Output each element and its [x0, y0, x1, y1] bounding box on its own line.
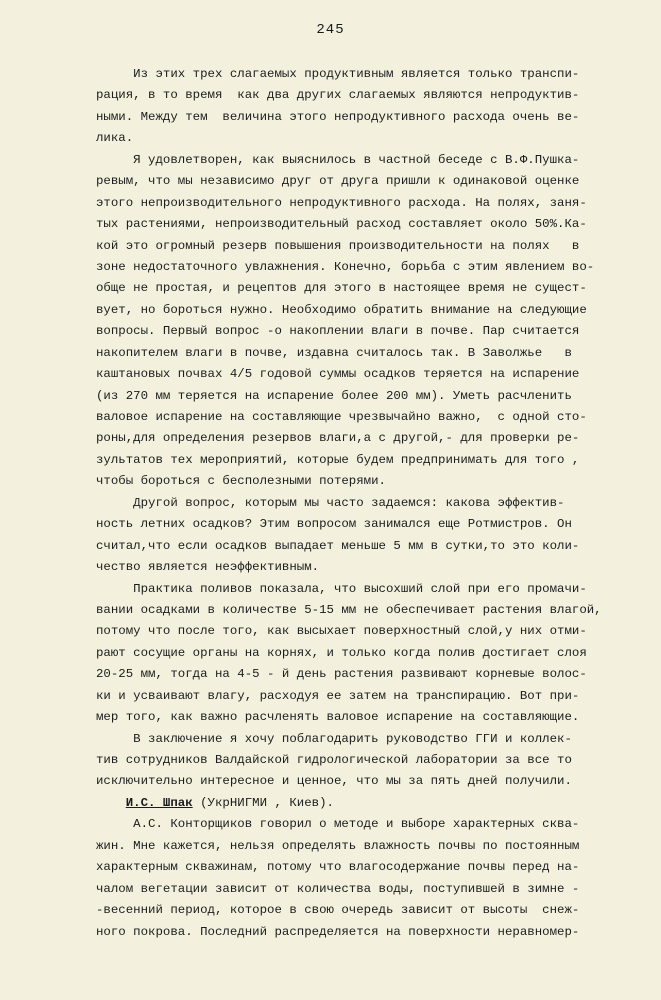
- text-line: Практика поливов показала, что высохший слой при его промачи-: [96, 581, 587, 596]
- text-line: чтобы бороться с бесполезными потерями.: [96, 474, 386, 489]
- page-number: 245: [316, 22, 345, 38]
- text-line: зультатов тех мероприятий, которые будем предпринимать для того ,: [96, 452, 580, 467]
- text-line: А.С. Конторщиков говорил о методе и выборе характерных сква-: [96, 817, 580, 832]
- speaker-name: И.С. Шпак: [125, 795, 193, 810]
- text-line: роны,для определения резервов влаги,а с другой,- для проверки ре-: [96, 431, 580, 446]
- text-line: кой это огромный резерв повышения производительности на полях в: [96, 238, 580, 253]
- text-line: ного покрова. Последний распределяется на поверхности неравномер-: [96, 924, 580, 939]
- text-line: Я удовлетворен, как выяснилось в частной беседе с В.Ф.Пушка-: [96, 152, 580, 167]
- text-line: исключительно интересное и ценное, что мы за пять дней получили.: [96, 774, 572, 789]
- text-line: лика.: [96, 131, 134, 146]
- text-line: -весенний период, которое в свою очередь зависит от высоты снеж-: [96, 903, 580, 918]
- text-line: (из 270 мм теряется на испарение более 200 мм). Уметь расчленить: [96, 388, 572, 403]
- text-line: считал,что если осадков выпадает меньше 5 мм в сутки,то это коли-: [96, 538, 580, 553]
- text-line: ными. Между тем величина этого непродуктивного расхода очень ве-: [96, 109, 580, 124]
- speaker-heading: [96, 793, 636, 814]
- text-line: этого непроизводительного непродуктивного расхода. На полях, заня-: [96, 195, 587, 210]
- text-line: обще не простая, и рецептов для этого в настоящее время не сущест-: [96, 281, 587, 296]
- text-line: ность летних осадков? Этим вопросом занимался еще Ротмистров. Он: [96, 517, 572, 532]
- text-line: вует, но бороться нужно. Необходимо обратить внимание на следующие: [96, 302, 587, 317]
- text-line: ки и усваивают влагу, расходуя ее затем на транспирацию. Вот при-: [96, 688, 580, 703]
- text-line: валовое испарение на составляющие чрезвычайно важно, с одной сто-: [96, 410, 587, 424]
- text-line: жин. Мне кажется, нельзя определять влажность почвы по постоянным: [96, 838, 580, 853]
- speaker-affiliation: (УкрНИГМИ , Киев).: [192, 795, 334, 810]
- text-line: рация, в то время как два других слагаемых являются непродуктив-: [96, 88, 580, 103]
- text-line: рают сосущие органы на корнях, и только когда полив достигает слоя: [96, 645, 587, 660]
- text-line: чалом вегетации зависит от количества воды, поступившей в зимне -: [96, 881, 580, 896]
- body-text: [96, 64, 636, 943]
- text-line: 20-25 мм, тогда на 4-5 - й день растения развивают корневые волос-: [96, 667, 587, 682]
- text-line: чество является неэффективным.: [96, 560, 320, 575]
- text-line: Из этих трех слагаемых продуктивным является только транспи-: [96, 67, 580, 81]
- text-line: В заключение я хочу поблагодарить руководство ГГИ и коллек-: [96, 731, 572, 746]
- text-line: накопителем влаги в почве, издавна считалось так. В Заволжье в: [96, 345, 572, 360]
- text-line: тив сотрудников Валдайской гидрологической лаборатории за все то: [96, 753, 572, 767]
- text-line: Другой вопрос, которым мы часто задаемся: какова эффектив-: [96, 495, 565, 510]
- text-line: мер того, как важно расчленять валовое испарение на составляющие.: [96, 710, 580, 725]
- text-line: тых растениями, непроизводительный расход составляет около 50%.Ка-: [96, 217, 587, 232]
- text-line: ревым, что мы независимо друг от друга пришли к одинаковой оценке: [96, 174, 580, 189]
- text-line: каштановых почвах 4/5 годовой суммы осадков теряется на испарение: [96, 367, 580, 382]
- text-line: зоне недостаточного увлажнения. Конечно, борьба с этим явлением во-: [96, 259, 595, 274]
- text-line: вопросы. Первый вопрос -о накоплении влаги в почве. Пар считается: [96, 324, 580, 339]
- text-line: вании осадками в количестве 5-15 мм не обеспечивает растения влагой,: [96, 602, 602, 617]
- text-line: потому что после того, как высыхает поверхностный слой,у них отми-: [96, 624, 587, 639]
- text-line: характерным скважинам, потому что влагосодержание почвы перед на-: [96, 860, 580, 875]
